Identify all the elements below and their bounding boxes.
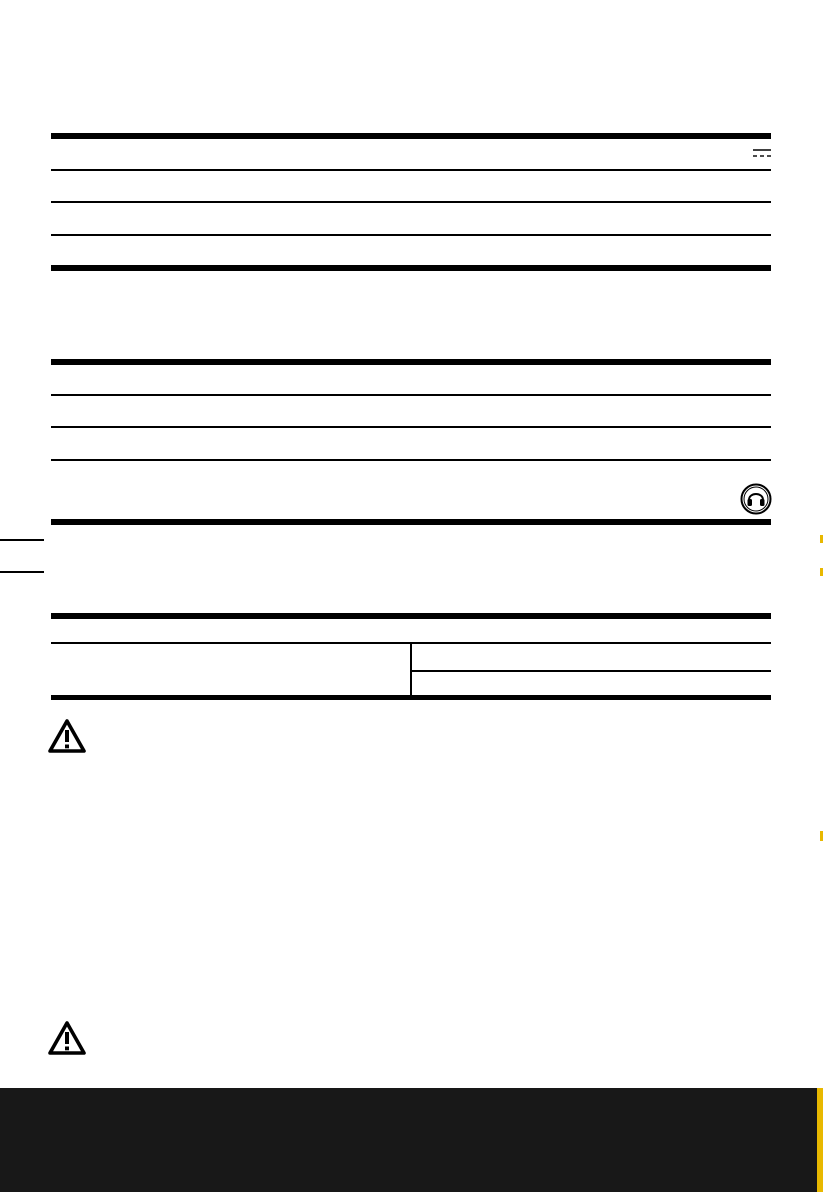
table-1-row-divider bbox=[51, 201, 771, 203]
ear-protection-icon bbox=[740, 483, 772, 515]
table-1-bottom-rule bbox=[51, 265, 771, 271]
table-3-row-divider bbox=[411, 670, 771, 672]
table-2-row-divider bbox=[51, 459, 771, 461]
table-2-bottom-rule bbox=[51, 519, 771, 525]
warning-icon bbox=[47, 1020, 87, 1056]
table-3-top-rule bbox=[51, 613, 771, 619]
table-2-top-rule bbox=[51, 359, 771, 365]
table-2-row-divider bbox=[51, 394, 771, 396]
footer-accent-edge bbox=[817, 1088, 823, 1192]
warning-icon bbox=[47, 718, 87, 754]
side-tab-mark bbox=[0, 539, 44, 541]
footer-bar bbox=[0, 1088, 823, 1192]
table-1-row-divider bbox=[51, 169, 771, 171]
table-3-bottom-rule bbox=[51, 695, 771, 700]
table-1-row-divider bbox=[51, 234, 771, 236]
side-tab-mark bbox=[0, 571, 44, 573]
direct-current-icon bbox=[753, 148, 771, 158]
table-1-top-rule bbox=[51, 133, 771, 139]
table-2-row-divider bbox=[51, 426, 771, 428]
